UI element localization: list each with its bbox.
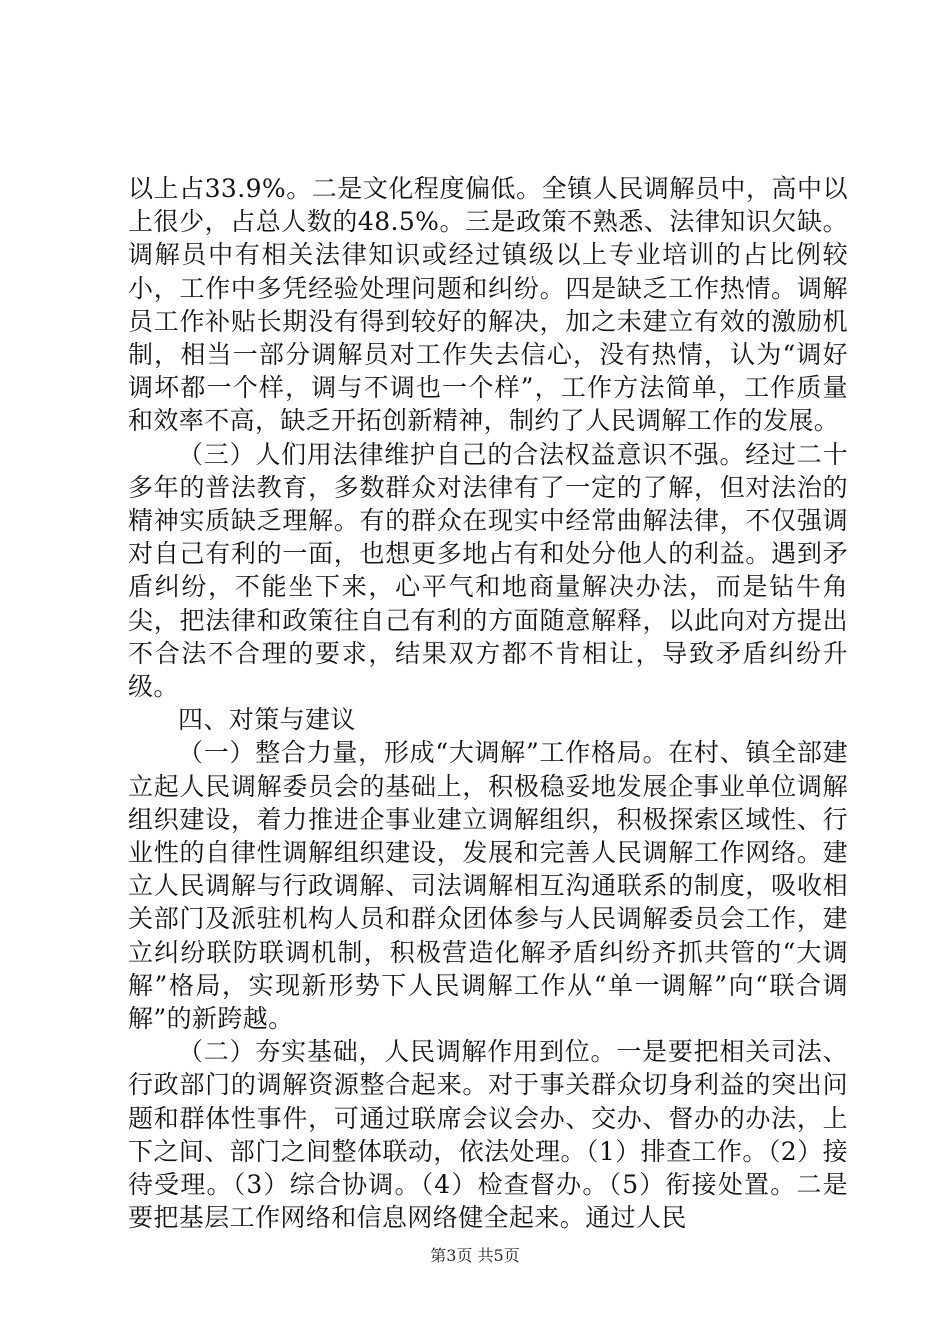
section-heading-countermeasures: 四、对策与建议 [178,705,356,735]
paragraph-continuation: 以上占33.9%。二是文化程度偏低。全镇人民调解员中，高中以上很少，占总人数的48.5%。三是政策不熟悉、法律知识欠缺。调解员中有相关法律知识或经过镇级以上专业培训的占比例较小，工作中多凭经验处理问题和纠纷。四是缺乏工作热情。调解员工作补贴长期没有得到较好的解决，加之未建立有效的激励机制，相当一部分调解员对工作失去信心，没有热情，认为“调好调坏都一个样，调与不调也一个样”，工作方法简单，工作质量和效率不高，缺乏开拓创新精神，制约了人民调解工作的发展。 [128,174,848,436]
document-body [128,172,848,1235]
paragraph-item-one: （一）整合力量，形成“大调解”工作格局。在村、镇全部建立起人民调解委员会的基础上，积极稳妥地发展企事业单位调解组织建设，着力推进企事业建立调解组织，积极探索区域性、行业性的自律性调解组织建设，发展和完善人民调解工作网络。建立人民调解与行政调解、司法调解相互沟通联系的制度，吸收相关部门及派驻机构人员和群众团体参与人民调解委员会工作，建立纠纷联防联调机制，积极营造化解矛盾纠纷齐抓共管的“大调解”格局，实现新形势下人民调解工作从“单一调解”向“联合调解”的新跨越。 [128,738,848,1034]
paragraph-section-three: （三）人们用法律维护自己的合法权益意识不强。经过二十多年的普法教育，多数群众对法律有了一定的了解，但对法治的精神实质缺乏理解。有的群众在现实中经常曲解法律，不仅强调对自己有利的一面，也想更多地占有和处分他人的利益。遇到矛盾纠纷，不能坐下来，心平气和地商量解决办法，而是钻牛角尖，把法律和政策往自己有利的方面随意解释，以此向对方提出不合法不合理的要求，结果双方都不肯相让，导致矛盾纠纷升级。 [128,439,848,702]
page-footer: 第3页 共5页 [430,1246,520,1265]
paragraph-item-two: （二）夯实基础，人民调解作用到位。一是要把相关司法、行政部门的调解资源整合起来。对于事关群众切身利益的突出问题和群体性事件，可通过联席会议会办、交办、督办的办法，上下之间、部门之间整体联动，依法处理。（1）排查工作。（2）接待受理。（3）综合协调。（4）检查督办。（5）衔接处置。二是要把基层工作网络和信息网络健全起来。通过人民 [128,1037,848,1233]
